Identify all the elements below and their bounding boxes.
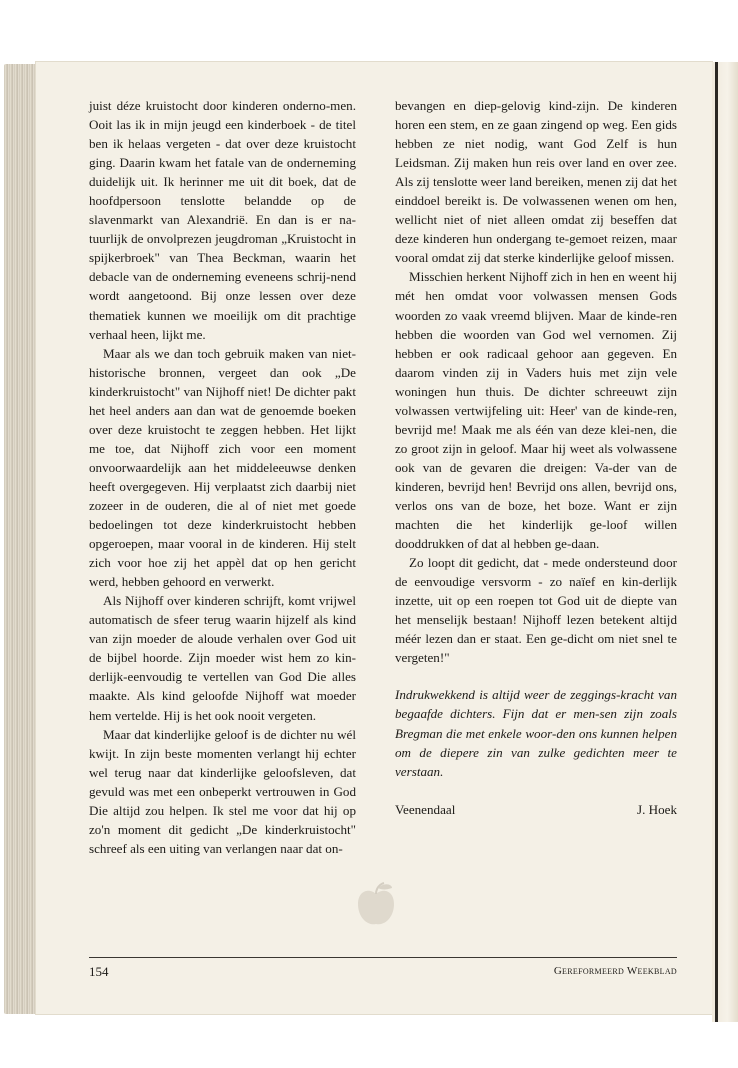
- paragraph: juist déze kruistocht door kinderen onderno-men. Ooit las ik in mijn jeugd een kinderboek - de titel ben ik helaas vergeten - dat over deze kruistocht ging. Daarin kwam het fatale van de onderneming duidelijk uit. Ik herinner me uit dit boek, dat de hoofdpersoon tenslotte belandde op de slavenmarkt van Alexandrië. En dan is er na-tuurlijk de onvolprezen jeugdroman „Kruistocht in spijkerbroek" van Thea Beckman, waarin het debacle van de onderneming eveneens schrij-nend wordt aangetoond. Bij onze lessen over deze thematiek kunnen we moeilijk om dit prachtige verhaal heen, lijkt me.: [89, 98, 356, 342]
- paragraph: Als Nijhoff over kinderen schrijft, komt vrijwel automatisch de sfeer terug waarin hijzelf als kind van zijn moeder de aloude verhalen over God uit de bijbel hoorde. Zijn moeder wist hem zo kin-derlijk-eenvoudig te vertellen van God Die alles maakte. Als kind geloofde Nijhoff wat moeder hem vertelde. Hij is het ook nooit vergeten.: [89, 593, 356, 723]
- left-column: [89, 96, 356, 858]
- right-column: [395, 96, 677, 819]
- magazine-title: Gereformeerd Weekblad: [553, 965, 677, 977]
- footer-rule: [89, 957, 677, 958]
- paragraph: Zo loopt dit gedicht, dat - mede ondersteund door de eenvoudige versvorm - zo naïef en kin-derlijk inzette, uit op een roepen tot God uit de diepte van het menselijk bestaan! Nijhoff lezen betekent altijd méér lezen dan er staat. Een ge-dicht om niet snel te vergeten!": [395, 555, 677, 666]
- signature-author: J. Hoek: [636, 801, 677, 817]
- paragraph: Misschien herkent Nijhoff zich in hen en weent hij mét hen omdat voor volwassen mensen Gods woorden zo vaak vreemd blijven. Maar de kinde-ren hebben die woorden van God wel vernomen. Zij hebben er ook radicaal gehoor aan gegeven. En daarom vinden zij in Vaders huis met zijn vele woningen hun thuis. De dichter schreeuwt zijn volwassen vertwijfeling uit: Heer' van de kinde-ren, bevrijd me! Maak me als één van deze klei-nen, die zo groot zijn in geloof. Maar hij weet als volwassene ook van de gevaren die dreigen: Va-der van de kinderen, bevrijd hen! Bevrijd ons allen, bevrijd ons, verlos ons van de boze, het boze. Want er zijn machten die het kinderlijk ge-loof willen dooddrukken of dat al hebben ge-daan.: [395, 269, 677, 552]
- page-number: 154: [89, 964, 109, 979]
- binding-line: [715, 62, 718, 1022]
- paragraph: Maar dat kinderlijke geloof is de dichter nu wél kwijt. In zijn beste momenten verlangt hij echter wel terug naar dat kinderlijke geloofsleven, dat gevuld was met een onbeperkt vertrouwen in God Die altijd zou helpen. Ik stel me voor dat hij op zo'n moment dit gedicht „De kinderkruistocht" schreef als een uiting van verlangen naar dat on-: [89, 726, 356, 856]
- paragraph: bevangen en diep-gelovig kind-zijn. De kinderen horen een stem, en ze gaan zingend op weg. Een gids hebben ze niet nodig, want God Zelf is hun Leidsman. Zij maken hun reis over land en over zee. Als zij tenslotte weer land bereiken, menen zij dat het einddoel bereikt is. De volwassenen wenen om hen, wellicht niet of niet alleen omdat zij beseffen dat deze kinderen hun ondergang te-gemoet reizen, maar vooral omdat zij dat sterke kinderlijke geloof missen.: [395, 98, 677, 266]
- editor-note: Indrukwekkend is altijd weer de zeggings-kracht van begaafde dichters. Fijn dat er men-sen zijn zoals Bregman die met enkele woor-den ons kunnen helpen om de diepere zin van zulke gedichten meer te verstaan.: [395, 687, 677, 779]
- paragraph: Maar als we dan toch gebruik maken van niet-historische bronnen, vergeet dan ook „De kinderkruistocht" van Nijhoff niet! De dichter pakt het heel anders aan dan wat de genoemde boeken over deze kruistocht te zeggen hebben. Het lijkt me toe, dat Nijhoff zich voor een moment onvoorwaardelijk aan het middeleeuwse denken heeft overgegeven. Hij verplaatst zich daarbij niet zozeer in de ouderen, die al of niet met goede bedoelingen tot deze kinderkruistocht hebben opgeroepen, maar vooral in de kinderen. Hij stelt zich voor hoe zij het appèl dat op hen gericht werd, hebben gehoord en verwerkt.: [89, 345, 356, 590]
- apple-ornament-icon: [352, 880, 400, 930]
- signature-line: [395, 800, 677, 819]
- signature-place: Veenendaal: [395, 801, 456, 817]
